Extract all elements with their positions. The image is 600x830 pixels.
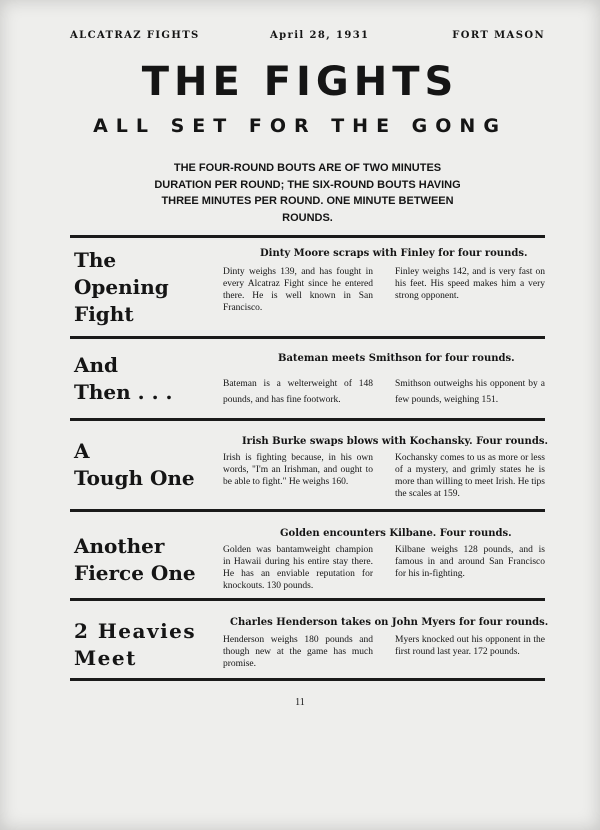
bout-heading-line: And [74,353,119,377]
bout-heading-line: Then . . . [74,380,173,404]
section-divider [70,418,545,421]
bout-left-column: Bateman is a welterweight of 148 pounds, and has fine footwork. [223,379,373,405]
section-divider [70,336,545,339]
bout-matchup: Irish Burke swaps blows with Kochansky. Four rounds. [242,436,548,447]
bout-heading [74,533,224,587]
bout-matchup: Golden encounters Kilbane. Four rounds. [280,528,512,539]
header-date: April 28, 1931 [270,30,370,41]
bout-right-column: Kilbane weighs 128 pounds, and is famous in and around San Francisco for his in-fighting. [395,545,545,579]
section-divider [70,509,545,512]
bout-right-column: Kochansky comes to us as more or less of a mystery, and grimly states he is more than willing to meet Irish. He tips the scales at 159. [395,453,545,499]
header-left: ALCATRAZ FIGHTS [70,30,200,41]
page-title: THE FIGHTS [141,59,459,105]
bout-left-column: Dinty weighs 139, and has fought in every Alcatraz Fight since he entered there. He is well known in San Francisco. [223,267,373,313]
bout-heading-line: Meet [74,646,137,670]
section-divider [70,678,545,681]
running-header [70,30,545,44]
bout-heading-line: Another [74,534,165,558]
bout-matchup: Bateman meets Smithson for four rounds. [278,353,515,364]
bout-heading [74,352,224,406]
bout-matchup: Dinty Moore scraps with Finley for four rounds. [260,248,528,259]
bout-heading-line: Tough One [74,466,195,490]
bout-matchup: Charles Henderson takes on John Myers for four rounds. [230,617,549,628]
page-subtitle: ALL SET FOR THE GONG [93,115,507,137]
bout-heading [74,247,224,328]
bout-right-column: Finley weighs 142, and is very fast on his feet. His speed makes him a very strong opponent. [395,267,545,301]
bout-right-column: Myers knocked out his opponent in the first round last year. 172 pounds. [395,635,545,657]
bout-heading-line: The [74,248,117,272]
page-number: 11 [295,697,305,708]
intro-paragraph: THE FOUR-ROUND BOUTS ARE OF TWO MINUTES DURATION PER ROUND; THE SIX-ROUND BOUTS HAVING THREE MINUTES PER ROUND. ONE MINUTE BETWEEN ROUNDS. [154,162,461,224]
bout-heading-line: Fight [74,302,134,326]
section-divider [70,235,545,238]
header-right: FORT MASON [452,30,545,41]
bout-heading-line: 2 Heavies [74,619,197,643]
bout-heading [74,438,224,492]
bout-heading [74,618,224,672]
bout-left-column: Henderson weighs 180 pounds and though new at the game has much promise. [223,635,373,669]
bout-left-column: Irish is fighting because, in his own words, "I'm an Irishman, and ought to be able to fight." He weighs 160. [223,453,373,487]
section-divider [70,598,545,601]
bout-heading-line: Fierce One [74,561,196,585]
bout-heading-line: A [74,439,90,463]
bout-left-column: Golden was bantamweight champion in Hawaii during his entire stay there. He has an enviable reputation for knockouts. 130 pounds. [223,545,373,591]
bout-heading-line: Opening [74,275,169,299]
bout-right-column: Smithson outweighs his opponent by a few pounds, weighing 151. [395,379,545,405]
